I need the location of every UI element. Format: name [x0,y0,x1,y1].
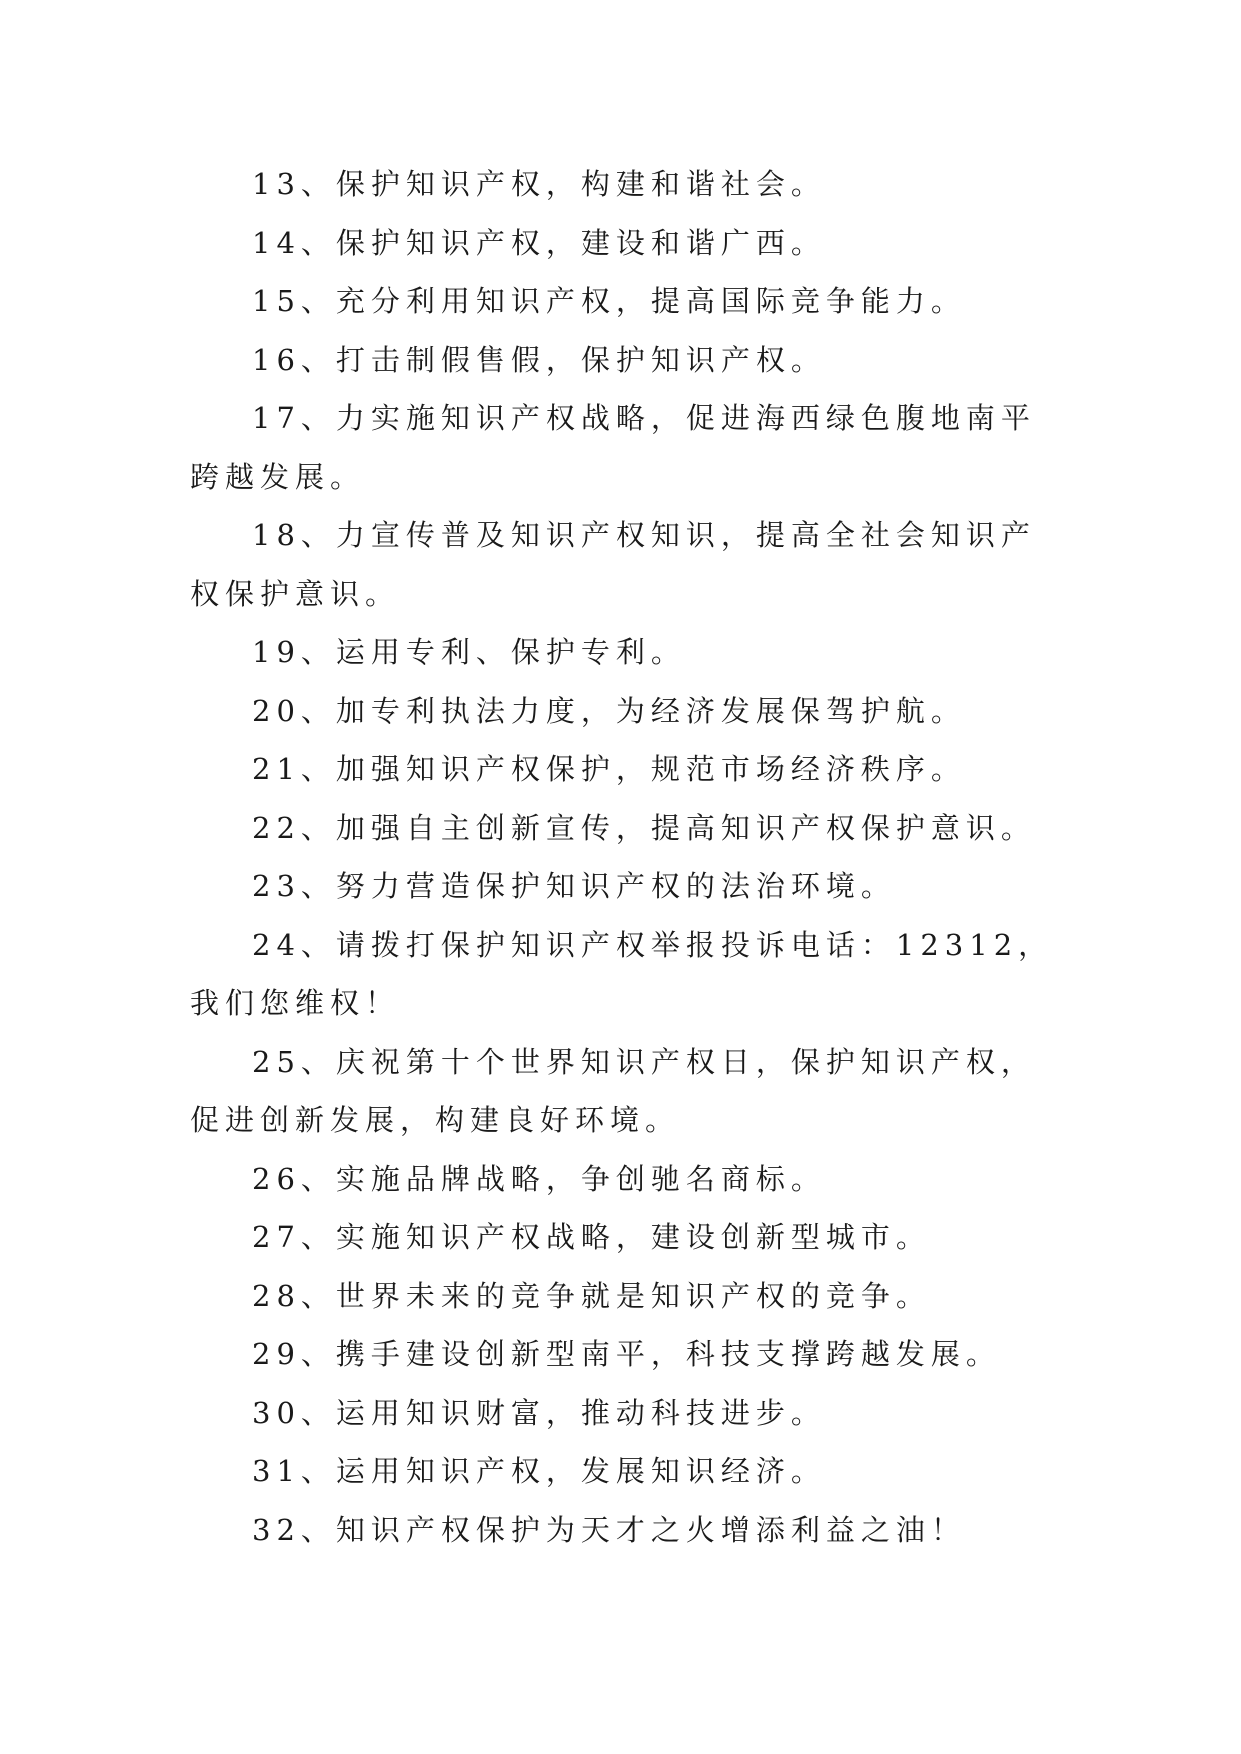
slogan-item-27: 27、实施知识产权战略，建设创新型城市。 [252,1220,931,1254]
slogan-item-18: 18、力宣传普及知识产权知识，提高全社会知识产权保护意识。 [190,518,1036,611]
slogan-item-22: 22、加强自主创新宣传，提高知识产权保护意识。 [252,810,1036,845]
slogan-item-17: 17、力实施知识产权战略，促进海西绿色腹地南平跨越发展。 [190,401,1036,494]
slogan-item-19: 19、运用专利、保护专利。 [252,635,686,669]
slogan-item-29: 29、携手建设创新型南平，科技支撑跨越发展。 [252,1337,1001,1371]
slogan-item-26: 26、实施品牌战略，争创驰名商标。 [252,1161,826,1196]
slogan-item-13: 13、保护知识产权，构建和谐社会。 [252,167,826,201]
slogan-item-16: 16、打击制假售假，保护知识产权。 [252,342,826,377]
slogan-item-24: 24、请拨打保护知识产权举报投诉电话：12312，我们您维权！ [190,927,1054,1020]
slogan-item-21: 21、加强知识产权保护，规范市场经济秩序。 [252,752,966,786]
slogan-item-14: 14、保护知识产权，建设和谐广西。 [252,225,826,260]
slogan-item-30: 30、运用知识财富，推动科技进步。 [252,1395,826,1430]
slogan-list [190,155,1062,1559]
slogan-item-20: 20、加专利执法力度，为经济发展保驾护航。 [252,693,966,728]
slogan-item-25: 25、庆祝第十个世界知识产权日，保护知识产权，促进创新发展，构建良好环境。 [190,1044,1036,1137]
slogan-item-23: 23、努力营造保护知识产权的法治环境。 [252,869,896,903]
slogan-item-32: 32、知识产权保护为天才之火增添利益之油！ [252,1512,966,1547]
slogan-item-31: 31、运用知识产权，发展知识经济。 [252,1454,826,1488]
slogan-item-28: 28、世界未来的竞争就是知识产权的竞争。 [252,1278,931,1313]
slogan-item-15: 15、充分利用知识产权，提高国际竞争能力。 [252,284,966,318]
